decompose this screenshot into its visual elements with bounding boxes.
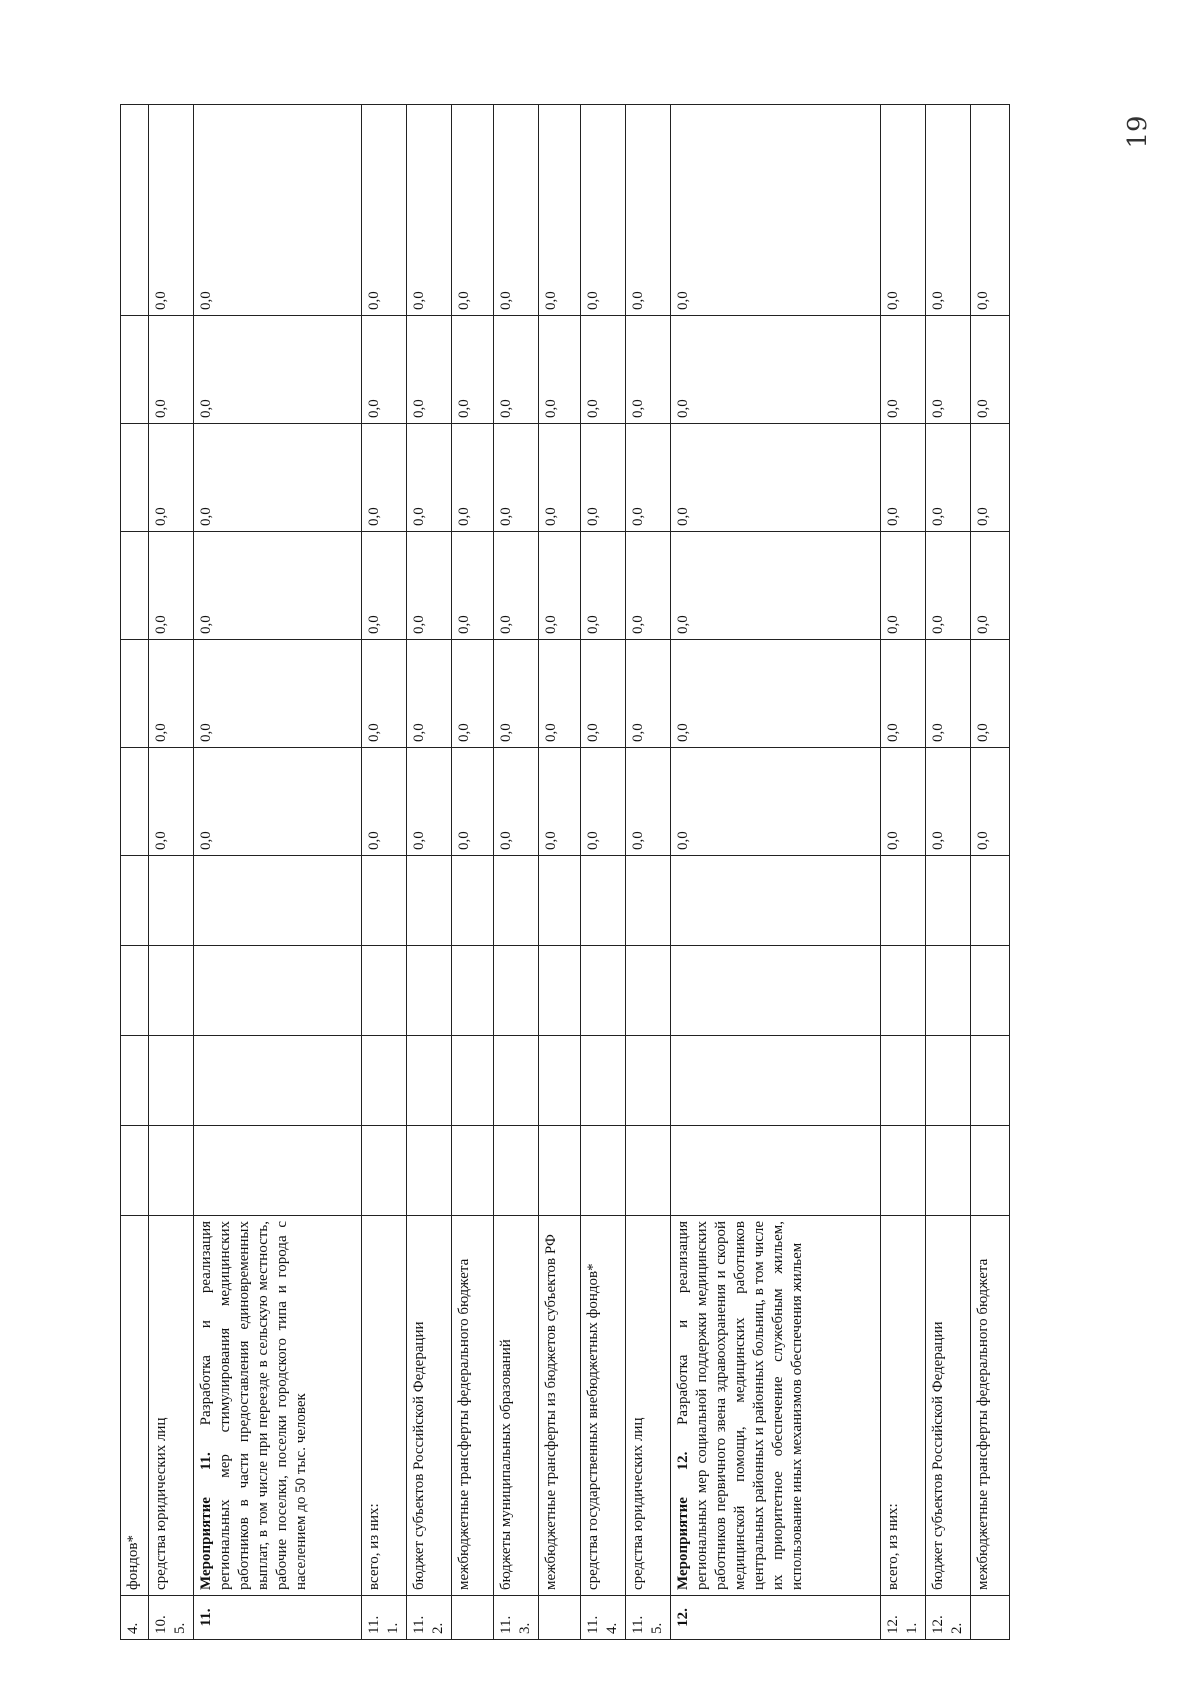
row-name: межбюджетные трансферты из бюджетов субъектов РФ: [539, 1216, 581, 1596]
value-cell: 0,0: [881, 316, 926, 424]
empty-cell: [407, 856, 452, 946]
table-row: [539, 105, 581, 1640]
budget-table: [120, 104, 1010, 1640]
value-cell: 0,0: [626, 105, 671, 316]
table-row: [971, 105, 1010, 1640]
value-cell: 0,0: [881, 748, 926, 856]
table-row: [452, 105, 494, 1640]
row-name: средства государственных внебюджетных фондов*: [581, 1216, 626, 1596]
table-row: [581, 105, 626, 1640]
empty-cell: [149, 1036, 194, 1126]
row-number: [452, 1596, 494, 1640]
value-cell: 0,0: [194, 424, 362, 532]
row-name: всего, из них:: [881, 1216, 926, 1596]
empty-cell: [926, 856, 971, 946]
row-name: всего, из них:: [362, 1216, 407, 1596]
row-name: бюджет субъектов Российской Федерации: [407, 1216, 452, 1596]
value-cell: 0,0: [626, 532, 671, 640]
empty-cell: [671, 1036, 881, 1126]
row-number: 11. 3.: [494, 1596, 539, 1640]
empty-cell: [581, 856, 626, 946]
value-cell: 0,0: [539, 640, 581, 748]
value-cell: 0,0: [581, 640, 626, 748]
value-cell: 0,0: [452, 316, 494, 424]
value-cell: 0,0: [494, 105, 539, 316]
empty-cell: [362, 1036, 407, 1126]
empty-cell: [494, 946, 539, 1036]
row-number: 11.: [194, 1596, 362, 1640]
value-cell: 0,0: [494, 640, 539, 748]
empty-cell: [407, 1126, 452, 1216]
row-name: фондов*: [121, 1216, 149, 1596]
empty-cell: [581, 1036, 626, 1126]
empty-cell: [452, 946, 494, 1036]
value-cell: 0,0: [926, 748, 971, 856]
measure-title: Мероприятие 11.: [198, 1452, 214, 1590]
value-cell: 0,0: [494, 532, 539, 640]
value-cell: 0,0: [452, 424, 494, 532]
empty-cell: [194, 856, 362, 946]
empty-cell: [971, 946, 1010, 1036]
value-cell: 0,0: [539, 316, 581, 424]
empty-cell: [881, 1036, 926, 1126]
value-cell: 0,0: [926, 424, 971, 532]
row-name: средства юридических лиц: [149, 1216, 194, 1596]
row-name: средства юридических лиц: [626, 1216, 671, 1596]
value-cell: 0,0: [539, 532, 581, 640]
row-number: 12.: [671, 1596, 881, 1640]
value-cell: 0,0: [626, 748, 671, 856]
value-cell: 0,0: [971, 640, 1010, 748]
empty-cell: [149, 946, 194, 1036]
value-cell: 0,0: [149, 105, 194, 316]
empty-cell: [407, 1036, 452, 1126]
empty-cell: [494, 856, 539, 946]
value-cell: 0,0: [539, 105, 581, 316]
table-row: [362, 105, 407, 1640]
empty-cell: [626, 1036, 671, 1126]
table-row: [926, 105, 971, 1640]
value-cell: 0,0: [407, 424, 452, 532]
row-number: [971, 1596, 1010, 1640]
table-row: [121, 105, 149, 1640]
row-number: 10. 5.: [149, 1596, 194, 1640]
empty-cell: [121, 1036, 149, 1126]
row-number: 11. 2.: [407, 1596, 452, 1640]
value-cell: 0,0: [671, 316, 881, 424]
value-cell: 0,0: [407, 316, 452, 424]
empty-cell: [194, 1036, 362, 1126]
value-cell: 0,0: [971, 424, 1010, 532]
value-cell: 0,0: [671, 640, 881, 748]
value-cell: 0,0: [494, 316, 539, 424]
empty-cell: [971, 1036, 1010, 1126]
value-cell: 0,0: [149, 424, 194, 532]
value-cell: 0,0: [362, 105, 407, 316]
value-cell: 0,0: [581, 105, 626, 316]
empty-cell: [539, 946, 581, 1036]
value-cell: 0,0: [407, 748, 452, 856]
empty-cell: [362, 946, 407, 1036]
empty-cell: [494, 1036, 539, 1126]
row-number: 12. 1.: [881, 1596, 926, 1640]
value-cell: 0,0: [149, 532, 194, 640]
value-cell: [121, 424, 149, 532]
value-cell: 0,0: [149, 748, 194, 856]
table-row: [194, 105, 362, 1640]
value-cell: 0,0: [407, 640, 452, 748]
value-cell: 0,0: [671, 532, 881, 640]
measure-description: Разработка и реализация региональных мер стимулирования медицинских работников в части предоставления единовременных выплат, в том числе при переезде в сельскую местность, рабочие поселки, поселки городского типа и города с населением до 50 тыс. человек: [198, 1220, 309, 1590]
row-name: бюджет субъектов Российской Федерации: [926, 1216, 971, 1596]
empty-cell: [926, 1126, 971, 1216]
empty-cell: [121, 1126, 149, 1216]
empty-cell: [149, 856, 194, 946]
value-cell: 0,0: [626, 424, 671, 532]
value-cell: 0,0: [581, 424, 626, 532]
value-cell: 0,0: [671, 424, 881, 532]
empty-cell: [581, 946, 626, 1036]
value-cell: 0,0: [626, 640, 671, 748]
row-name: [671, 1216, 881, 1596]
empty-cell: [626, 946, 671, 1036]
empty-cell: [121, 856, 149, 946]
value-cell: 0,0: [149, 640, 194, 748]
value-cell: 0,0: [539, 748, 581, 856]
value-cell: 0,0: [539, 424, 581, 532]
value-cell: [121, 748, 149, 856]
value-cell: 0,0: [581, 532, 626, 640]
empty-cell: [407, 946, 452, 1036]
empty-cell: [362, 856, 407, 946]
value-cell: 0,0: [926, 105, 971, 316]
value-cell: 0,0: [881, 105, 926, 316]
empty-cell: [926, 1036, 971, 1126]
value-cell: 0,0: [881, 640, 926, 748]
value-cell: 0,0: [581, 748, 626, 856]
row-number: 4.: [121, 1596, 149, 1640]
value-cell: 0,0: [926, 640, 971, 748]
measure-description: Разработка и реализация региональных мер социальной поддержки медицинских работников первичного звена здравоохранения и скорой медицинской помощи, медицинских работников центральных районных и районных больниц, в том числе их приоритетное обеспечение служебным жильем, использование иных механизмов обеспечения жильем: [675, 1221, 805, 1590]
value-cell: 0,0: [671, 748, 881, 856]
rotated-page: [120, 105, 1090, 1640]
page-number: 19: [1123, 115, 1153, 149]
empty-cell: [539, 1126, 581, 1216]
value-cell: 0,0: [194, 640, 362, 748]
empty-cell: [194, 946, 362, 1036]
value-cell: 0,0: [926, 316, 971, 424]
measure-title: Мероприятие 12.: [675, 1451, 691, 1590]
empty-cell: [149, 1126, 194, 1216]
value-cell: 0,0: [971, 748, 1010, 856]
value-cell: 0,0: [362, 532, 407, 640]
value-cell: [121, 640, 149, 748]
value-cell: 0,0: [581, 316, 626, 424]
empty-cell: [881, 1126, 926, 1216]
table-row: [626, 105, 671, 1640]
empty-cell: [121, 946, 149, 1036]
empty-cell: [671, 1126, 881, 1216]
row-number: [539, 1596, 581, 1640]
empty-cell: [539, 1036, 581, 1126]
table-row: [671, 105, 881, 1640]
table-row: [494, 105, 539, 1640]
row-number: 11. 5.: [626, 1596, 671, 1640]
value-cell: [121, 316, 149, 424]
value-cell: 0,0: [971, 105, 1010, 316]
empty-cell: [881, 946, 926, 1036]
value-cell: 0,0: [194, 532, 362, 640]
value-cell: 0,0: [971, 316, 1010, 424]
row-number: 11. 4.: [581, 1596, 626, 1640]
row-name: межбюджетные трансферты федерального бюджета: [971, 1216, 1010, 1596]
value-cell: 0,0: [362, 748, 407, 856]
table-row: [407, 105, 452, 1640]
empty-cell: [452, 1036, 494, 1126]
value-cell: 0,0: [452, 748, 494, 856]
empty-cell: [671, 856, 881, 946]
value-cell: 0,0: [362, 316, 407, 424]
value-cell: 0,0: [494, 424, 539, 532]
value-cell: [121, 105, 149, 316]
empty-cell: [452, 1126, 494, 1216]
value-cell: 0,0: [452, 640, 494, 748]
value-cell: 0,0: [881, 424, 926, 532]
empty-cell: [626, 1126, 671, 1216]
value-cell: 0,0: [452, 105, 494, 316]
value-cell: 0,0: [194, 316, 362, 424]
empty-cell: [971, 856, 1010, 946]
value-cell: 0,0: [926, 532, 971, 640]
row-number: 12. 2.: [926, 1596, 971, 1640]
row-name: межбюджетные трансферты федерального бюджета: [452, 1216, 494, 1596]
value-cell: 0,0: [494, 748, 539, 856]
value-cell: 0,0: [881, 532, 926, 640]
value-cell: 0,0: [194, 105, 362, 316]
table-row: [881, 105, 926, 1640]
value-cell: 0,0: [149, 316, 194, 424]
empty-cell: [971, 1126, 1010, 1216]
row-name: бюджеты муниципальных образований: [494, 1216, 539, 1596]
value-cell: 0,0: [407, 105, 452, 316]
value-cell: [121, 532, 149, 640]
table-row: [149, 105, 194, 1640]
empty-cell: [194, 1126, 362, 1216]
value-cell: 0,0: [971, 532, 1010, 640]
empty-cell: [581, 1126, 626, 1216]
value-cell: 0,0: [671, 105, 881, 316]
table-body: [121, 105, 1010, 1640]
empty-cell: [926, 946, 971, 1036]
empty-cell: [539, 856, 581, 946]
row-name: [194, 1216, 362, 1596]
value-cell: 0,0: [194, 748, 362, 856]
value-cell: 0,0: [362, 424, 407, 532]
empty-cell: [494, 1126, 539, 1216]
row-number: 11. 1.: [362, 1596, 407, 1640]
value-cell: 0,0: [626, 316, 671, 424]
value-cell: 0,0: [407, 532, 452, 640]
empty-cell: [881, 856, 926, 946]
empty-cell: [452, 856, 494, 946]
value-cell: 0,0: [362, 640, 407, 748]
empty-cell: [626, 856, 671, 946]
empty-cell: [362, 1126, 407, 1216]
value-cell: 0,0: [452, 532, 494, 640]
empty-cell: [671, 946, 881, 1036]
